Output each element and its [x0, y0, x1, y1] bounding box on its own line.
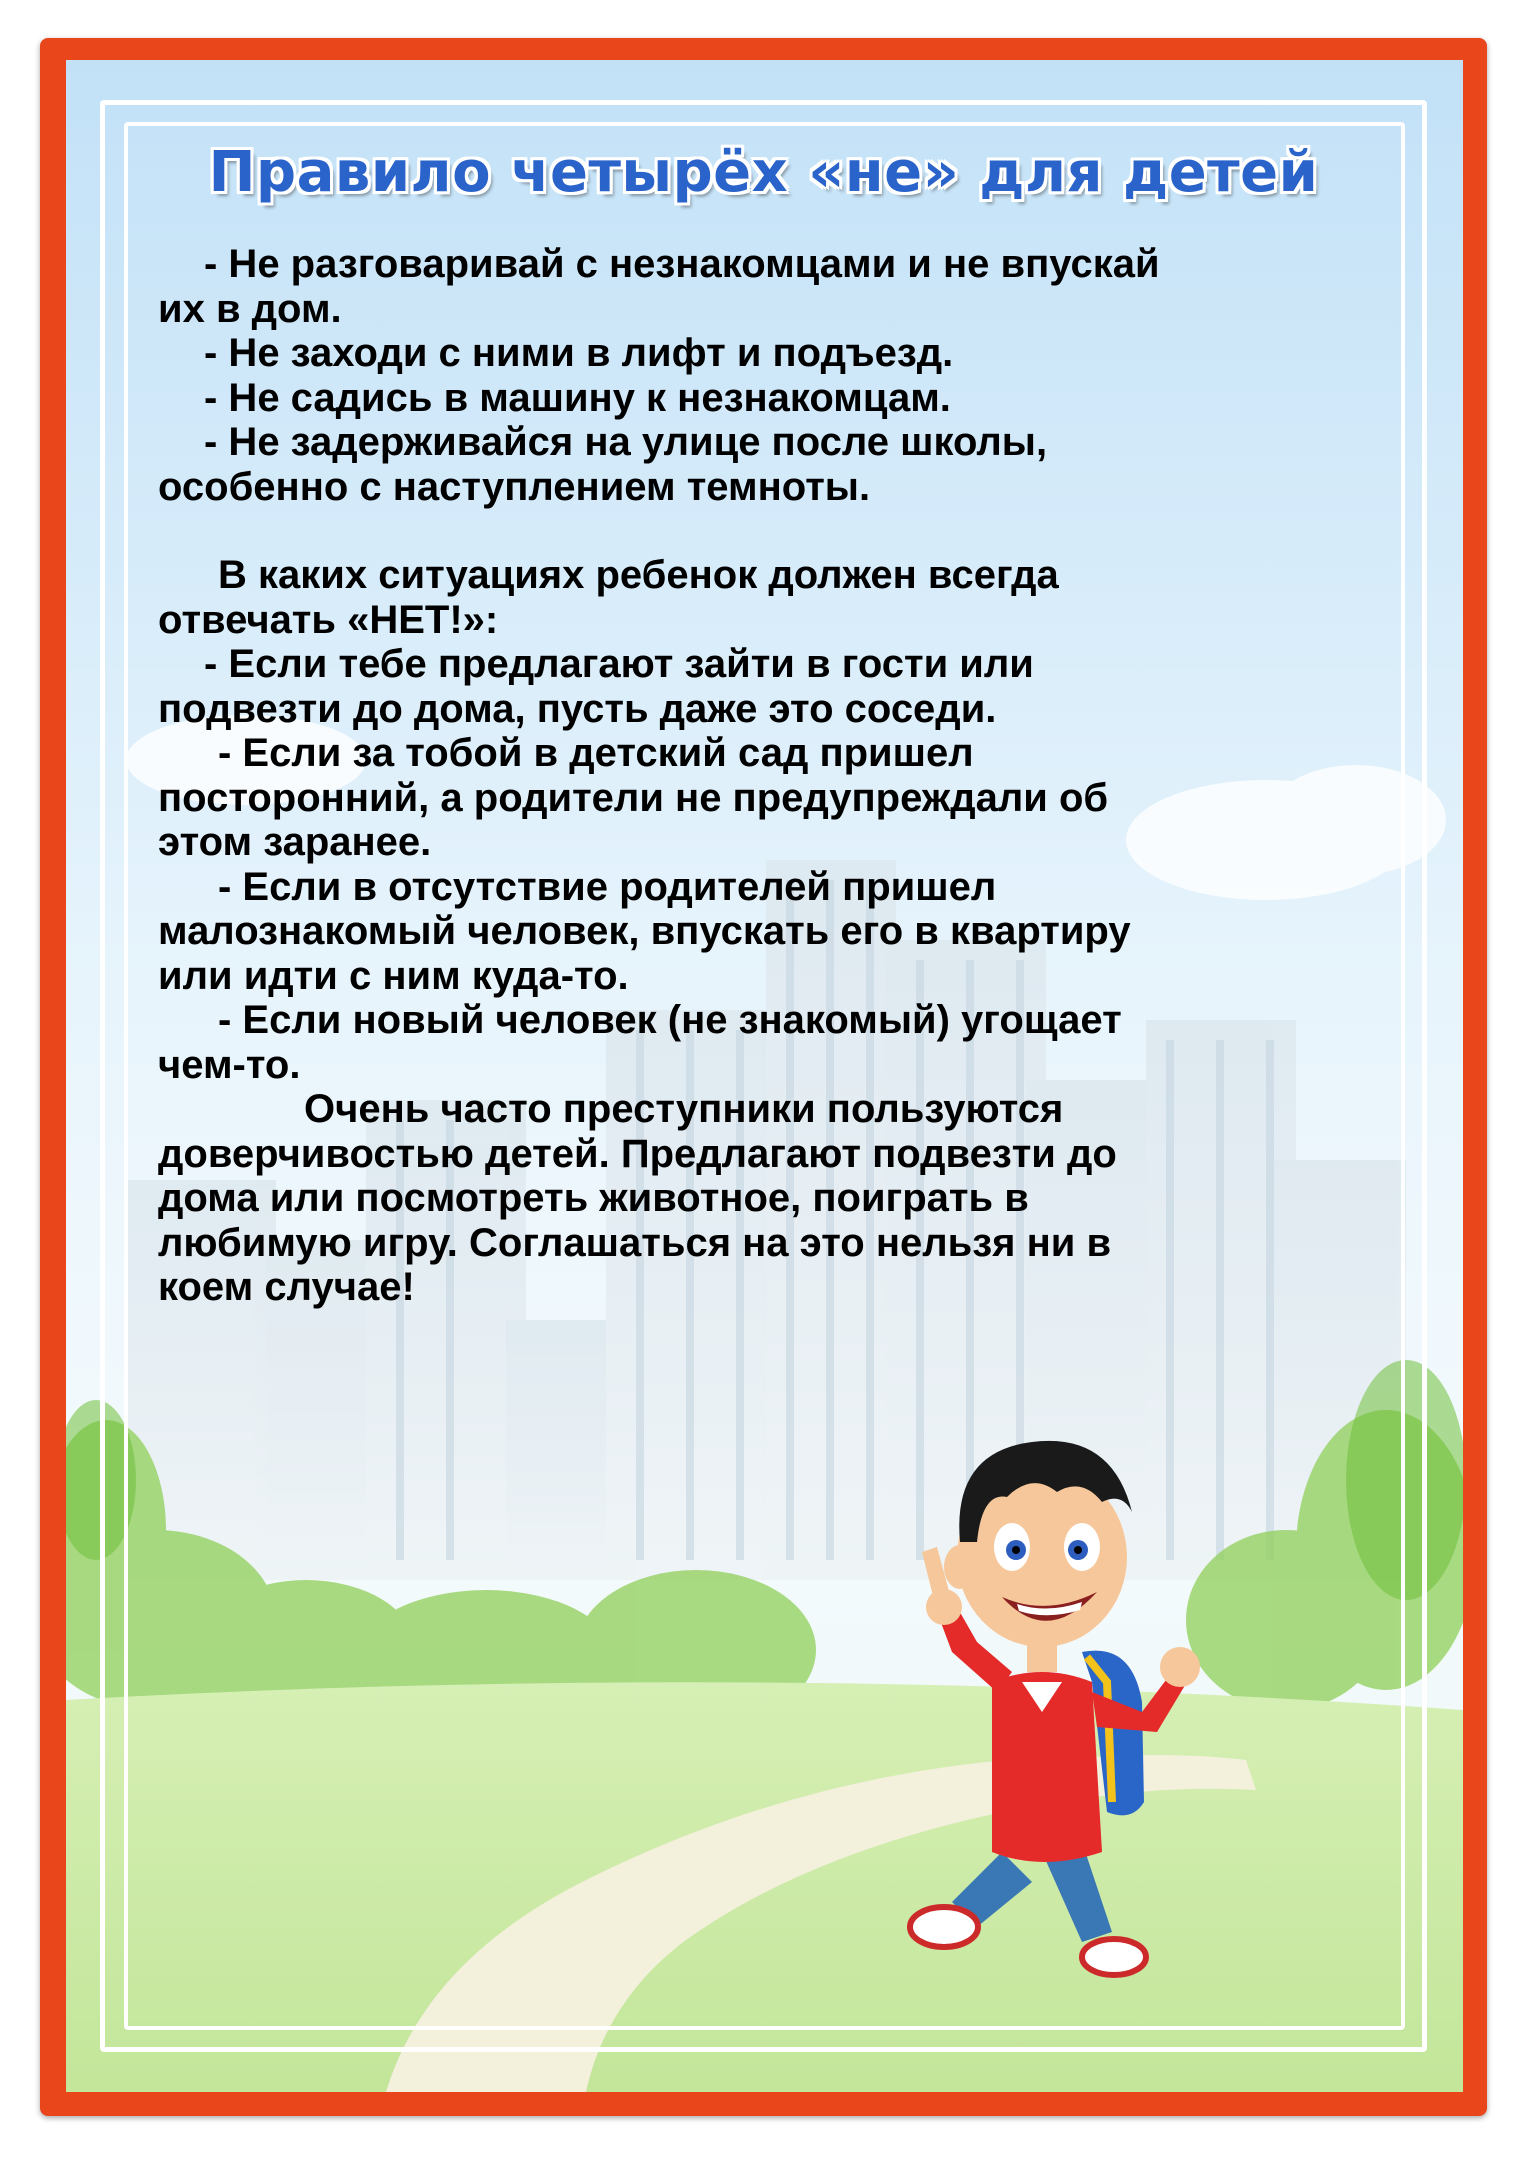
page-title: Правило четырёх «не» для детей — [208, 140, 1319, 205]
warning-line: дома или посмотреть животное, поиграть в — [158, 1176, 1029, 1220]
situations-heading: отвечать «НЕТ!»: — [158, 597, 499, 642]
warning-line: доверчивостью детей. Предлагают подвезти до — [158, 1131, 1117, 1176]
situation-line: этом заранее. — [158, 820, 432, 864]
rule-line: - Не разговаривай с незнакомцами и не впускай — [204, 242, 1160, 286]
situations-heading: В каких ситуациях ребенок должен всегда — [218, 553, 1059, 597]
situation-line: подвезти до дома, пусть даже это соседи. — [158, 686, 997, 731]
situation-line: - Если тебе предлагают зайти в гости или — [204, 642, 1034, 686]
situation-line: - Если в отсутствие родителей пришел — [218, 864, 997, 909]
warning-line: коем случае! — [158, 1265, 415, 1309]
situation-line: чем-то. — [158, 1042, 301, 1087]
warning-line: Очень часто преступники пользуются — [304, 1087, 1064, 1131]
warning-line: любимую игру. Соглашаться на это нельзя ни в — [158, 1220, 1112, 1265]
rule-line: их в дом. — [158, 286, 342, 331]
situation-line: малознакомый человек, впускать его в квартиру — [158, 909, 1131, 953]
situation-line: - Если новый человек (не знакомый) угощает — [218, 998, 1122, 1042]
rule-line: особенно с наступлением темноты. — [158, 464, 871, 509]
boy-character-icon — [882, 1382, 1212, 1982]
rule-line: - Не садись в машину к незнакомцам. — [204, 375, 951, 420]
rule-line: - Не задерживайся на улице после школы, — [204, 420, 1048, 464]
situation-line: - Если за тобой в детский сад пришел — [218, 731, 974, 775]
rule-line: - Не заходи с ними в лифт и подъезд. — [204, 331, 954, 375]
situation-line: посторонний, а родители не предупреждали об — [158, 775, 1109, 820]
main-text — [158, 242, 1358, 1310]
situation-line: или идти с ним куда-то. — [158, 953, 629, 998]
